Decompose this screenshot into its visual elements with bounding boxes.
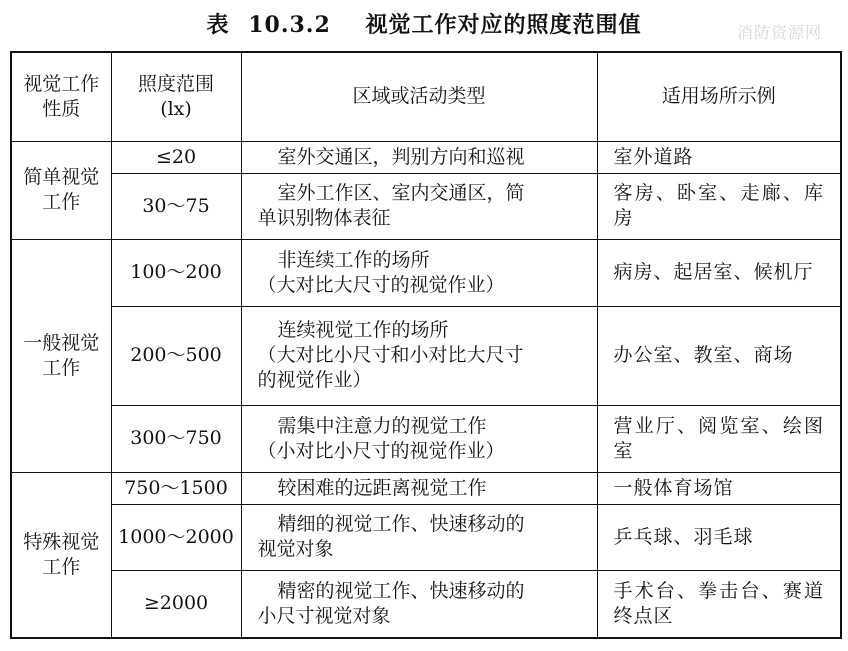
range-cell: 200～500 xyxy=(111,306,241,405)
illuminance-table xyxy=(10,51,842,639)
example-cell: 客房、卧室、走廊、库房 xyxy=(597,173,841,239)
header-activity: 区域或活动类型 xyxy=(241,52,597,141)
nature-cell-simple: 简单视觉 工作 xyxy=(11,141,111,239)
header-example: 适用场所示例 xyxy=(597,52,841,141)
example-cell: 办公室、教室、商场 xyxy=(597,306,841,405)
table-row xyxy=(11,405,841,472)
range-cell: 300～750 xyxy=(111,405,241,472)
example-cell: 室外道路 xyxy=(597,141,841,173)
activity-cell: 较困难的远距离视觉工作 xyxy=(241,472,597,504)
range-cell: 100～200 xyxy=(111,239,241,306)
range-cell: 1000～2000 xyxy=(111,504,241,570)
example-cell: 一般体育场馆 xyxy=(597,472,841,504)
example-cell: 乒乓球、羽毛球 xyxy=(597,504,841,570)
activity-cell: 连续视觉工作的场所 （大对比小尺寸和小对比大尺寸 的视觉作业） xyxy=(241,306,597,405)
table-title-prefix: 表 xyxy=(206,13,230,38)
table-row xyxy=(11,141,841,173)
activity-cell: 室外工作区、室内交通区，简 单识别物体表征 xyxy=(241,173,597,239)
activity-cell: 精细的视觉工作、快速移动的 视觉对象 xyxy=(241,504,597,570)
table-row xyxy=(11,306,841,405)
example-cell: 手术台、拳击台、赛道终点区 xyxy=(597,570,841,638)
activity-cell: 需集中注意力的视觉工作 （小对比小尺寸的视觉作业） xyxy=(241,405,597,472)
table-row xyxy=(11,570,841,638)
table-row xyxy=(11,239,841,306)
table-row xyxy=(11,472,841,504)
nature-cell-general: 一般视觉 工作 xyxy=(11,239,111,472)
activity-cell: 非连续工作的场所 （大对比大尺寸的视觉作业） xyxy=(241,239,597,306)
range-cell: 750～1500 xyxy=(111,472,241,504)
activity-cell: 精密的视觉工作、快速移动的 小尺寸视觉对象 xyxy=(241,570,597,638)
table-row xyxy=(11,173,841,239)
range-cell: ≤20 xyxy=(111,141,241,173)
nature-cell-special: 特殊视觉 工作 xyxy=(11,472,111,638)
activity-cell: 室外交通区，判别方向和巡视 xyxy=(241,141,597,173)
range-cell: 30～75 xyxy=(111,173,241,239)
range-cell: ≥2000 xyxy=(111,570,241,638)
table-number: 10.3.2 xyxy=(248,12,331,38)
watermark: 消防资源网 xyxy=(736,23,822,42)
table-title xyxy=(0,8,848,39)
header-row xyxy=(11,52,841,141)
header-nature: 视觉工作 性质 xyxy=(11,52,111,141)
table-row xyxy=(11,504,841,570)
example-cell: 营业厅、阅览室、绘图室 xyxy=(597,405,841,472)
header-range: 照度范围 (lx) xyxy=(111,52,241,141)
table-title-text: 视觉工作对应的照度范围值 xyxy=(365,13,642,38)
example-cell: 病房、起居室、候机厅 xyxy=(597,239,841,306)
